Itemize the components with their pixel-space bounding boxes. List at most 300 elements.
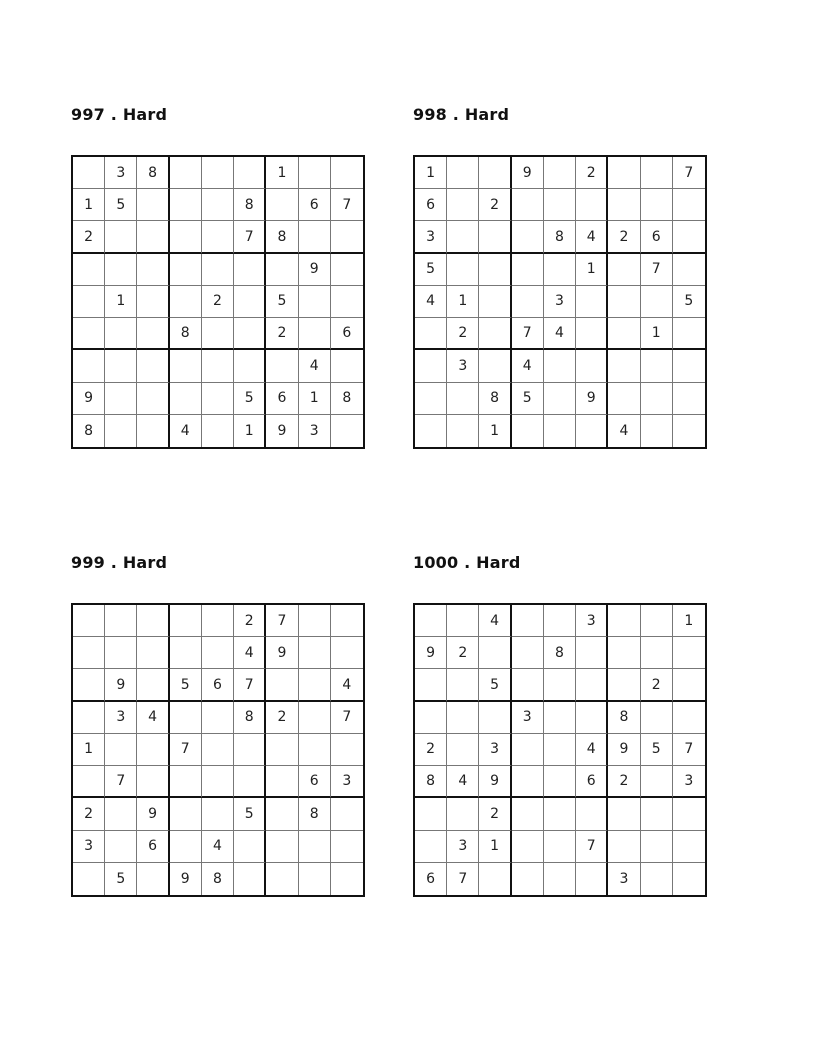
sudoku-cell: 2: [415, 734, 447, 766]
sudoku-cell: 6: [331, 318, 363, 350]
sudoku-cell: 4: [608, 415, 640, 447]
sudoku-cell: [576, 669, 608, 701]
sudoku-cell: [202, 254, 234, 286]
sudoku-cell: [137, 221, 169, 253]
sudoku-cell: 1: [415, 157, 447, 189]
sudoku-cell: [266, 254, 298, 286]
puzzle-title: 1000 . Hard: [413, 553, 521, 572]
sudoku-cell: [299, 221, 331, 253]
sudoku-cell: [415, 383, 447, 415]
sudoku-cell: [641, 286, 673, 318]
sudoku-cell: [137, 350, 169, 382]
sudoku-cell: 6: [137, 831, 169, 863]
sudoku-cell: [299, 734, 331, 766]
sudoku-cell: [608, 605, 640, 637]
sudoku-cell: 6: [266, 383, 298, 415]
sudoku-cell: [266, 863, 298, 895]
sudoku-cell: 1: [234, 415, 266, 447]
sudoku-cell: 4: [299, 350, 331, 382]
sudoku-cell: 8: [73, 415, 105, 447]
sudoku-cell: [331, 286, 363, 318]
sudoku-cell: 7: [234, 669, 266, 701]
sudoku-cell: [415, 702, 447, 734]
sudoku-cell: [202, 350, 234, 382]
sudoku-cell: 1: [447, 286, 479, 318]
sudoku-cell: [512, 189, 544, 221]
sudoku-cell: [170, 605, 202, 637]
sudoku-cell: [512, 766, 544, 798]
sudoku-cell: [608, 350, 640, 382]
sudoku-cell: [299, 318, 331, 350]
sudoku-cell: 5: [479, 669, 511, 701]
sudoku-cell: [137, 318, 169, 350]
sudoku-cell: 1: [105, 286, 137, 318]
sudoku-cell: 3: [299, 415, 331, 447]
sudoku-cell: [544, 350, 576, 382]
sudoku-cell: 4: [576, 221, 608, 253]
sudoku-cell: [447, 189, 479, 221]
sudoku-cell: [544, 157, 576, 189]
sudoku-cell: 4: [415, 286, 447, 318]
sudoku-cell: [73, 254, 105, 286]
sudoku-cell: [673, 189, 705, 221]
sudoku-cell: 6: [576, 766, 608, 798]
sudoku-cell: [415, 669, 447, 701]
sudoku-cell: [202, 415, 234, 447]
sudoku-cell: 9: [608, 734, 640, 766]
sudoku-cell: [608, 637, 640, 669]
sudoku-cell: 2: [202, 286, 234, 318]
sudoku-cell: 2: [73, 221, 105, 253]
sudoku-cell: [641, 863, 673, 895]
sudoku-cell: [544, 831, 576, 863]
sudoku-cell: 8: [170, 318, 202, 350]
sudoku-cell: [608, 157, 640, 189]
sudoku-cell: [608, 383, 640, 415]
sudoku-grid: [413, 603, 707, 897]
sudoku-cell: [641, 798, 673, 830]
sudoku-cell: [673, 415, 705, 447]
sudoku-cell: 2: [447, 318, 479, 350]
sudoku-cell: 7: [673, 734, 705, 766]
sudoku-cell: [202, 605, 234, 637]
sudoku-cell: [544, 383, 576, 415]
sudoku-cell: [73, 157, 105, 189]
sudoku-cell: [105, 798, 137, 830]
sudoku-cell: 5: [105, 189, 137, 221]
sudoku-cell: [512, 415, 544, 447]
sudoku-cell: 2: [479, 798, 511, 830]
sudoku-cell: 3: [512, 702, 544, 734]
sudoku-cell: 2: [608, 766, 640, 798]
sudoku-cell: 8: [266, 221, 298, 253]
sudoku-cell: 6: [299, 766, 331, 798]
sudoku-cell: [73, 637, 105, 669]
sudoku-cell: 5: [512, 383, 544, 415]
sudoku-cell: [105, 605, 137, 637]
sudoku-cell: 4: [447, 766, 479, 798]
sudoku-cell: [608, 831, 640, 863]
sudoku-cell: 9: [299, 254, 331, 286]
sudoku-cell: 8: [234, 702, 266, 734]
sudoku-cell: [234, 157, 266, 189]
sudoku-cell: [512, 863, 544, 895]
sudoku-cell: 4: [512, 350, 544, 382]
sudoku-cell: 9: [73, 383, 105, 415]
sudoku-cell: 8: [202, 863, 234, 895]
sudoku-cell: [641, 702, 673, 734]
sudoku-cell: [266, 798, 298, 830]
sudoku-cell: 9: [170, 863, 202, 895]
sudoku-cell: [234, 254, 266, 286]
sudoku-cell: 5: [170, 669, 202, 701]
sudoku-cell: [673, 254, 705, 286]
sudoku-cell: 9: [266, 415, 298, 447]
sudoku-cell: [479, 863, 511, 895]
sudoku-cell: [299, 831, 331, 863]
sudoku-cell: [512, 254, 544, 286]
sudoku-cell: [73, 286, 105, 318]
sudoku-cell: [202, 734, 234, 766]
sudoku-cell: 8: [234, 189, 266, 221]
sudoku-cell: [447, 383, 479, 415]
puzzle-title: 998 . Hard: [413, 105, 510, 124]
sudoku-cell: [479, 318, 511, 350]
sudoku-cell: [299, 669, 331, 701]
sudoku-cell: [170, 254, 202, 286]
sudoku-cell: 7: [234, 221, 266, 253]
sudoku-cell: 6: [202, 669, 234, 701]
sudoku-cell: [137, 605, 169, 637]
sudoku-cell: [170, 383, 202, 415]
sudoku-cell: 1: [299, 383, 331, 415]
sudoku-cell: [673, 798, 705, 830]
sudoku-cell: [479, 221, 511, 253]
sudoku-cell: [608, 189, 640, 221]
sudoku-cell: [576, 702, 608, 734]
sudoku-cell: [105, 221, 137, 253]
sudoku-cell: [576, 637, 608, 669]
sudoku-cell: 2: [234, 605, 266, 637]
sudoku-cell: [479, 157, 511, 189]
sudoku-cell: [673, 863, 705, 895]
sudoku-cell: [202, 221, 234, 253]
sudoku-cell: [137, 383, 169, 415]
sudoku-cell: 2: [641, 669, 673, 701]
sudoku-cell: [266, 734, 298, 766]
sudoku-grid: [413, 155, 707, 449]
sudoku-cell: [137, 669, 169, 701]
sudoku-cell: [266, 189, 298, 221]
sudoku-cell: [170, 798, 202, 830]
sudoku-cell: 9: [137, 798, 169, 830]
sudoku-cell: 3: [576, 605, 608, 637]
sudoku-cell: 5: [234, 798, 266, 830]
sudoku-cell: [641, 766, 673, 798]
sudoku-cell: 2: [266, 702, 298, 734]
sudoku-cell: [170, 189, 202, 221]
sudoku-cell: [512, 734, 544, 766]
sudoku-cell: [137, 254, 169, 286]
sudoku-cell: [234, 863, 266, 895]
sudoku-cell: [105, 383, 137, 415]
sudoku-cell: [234, 766, 266, 798]
sudoku-cell: [299, 863, 331, 895]
sudoku-cell: [641, 415, 673, 447]
sudoku-cell: 9: [479, 766, 511, 798]
sudoku-cell: [608, 286, 640, 318]
sudoku-cell: 4: [234, 637, 266, 669]
sudoku-cell: 3: [673, 766, 705, 798]
sudoku-grid: [71, 155, 365, 449]
sudoku-cell: [544, 734, 576, 766]
sudoku-cell: [234, 350, 266, 382]
sudoku-cell: [137, 286, 169, 318]
sudoku-cell: [202, 798, 234, 830]
sudoku-cell: [576, 189, 608, 221]
sudoku-cell: [608, 318, 640, 350]
sudoku-cell: [202, 318, 234, 350]
sudoku-cell: 8: [544, 637, 576, 669]
sudoku-cell: [73, 318, 105, 350]
sudoku-cell: [479, 350, 511, 382]
sudoku-cell: [415, 318, 447, 350]
sudoku-cell: [673, 669, 705, 701]
sudoku-cell: [137, 734, 169, 766]
sudoku-cell: 3: [73, 831, 105, 863]
sudoku-cell: 8: [608, 702, 640, 734]
sudoku-cell: [234, 318, 266, 350]
sudoku-cell: [170, 637, 202, 669]
sudoku-cell: [137, 415, 169, 447]
sudoku-cell: 8: [479, 383, 511, 415]
sudoku-cell: 4: [170, 415, 202, 447]
sudoku-cell: [641, 383, 673, 415]
sudoku-cell: 7: [512, 318, 544, 350]
sudoku-cell: [137, 863, 169, 895]
sudoku-cell: [608, 669, 640, 701]
sudoku-cell: 5: [415, 254, 447, 286]
sudoku-cell: [202, 766, 234, 798]
sudoku-cell: [544, 766, 576, 798]
sudoku-cell: [544, 415, 576, 447]
sudoku-cell: 3: [608, 863, 640, 895]
sudoku-cell: [170, 702, 202, 734]
sudoku-cell: [266, 350, 298, 382]
sudoku-cell: 1: [73, 734, 105, 766]
sudoku-cell: 6: [641, 221, 673, 253]
sudoku-cell: [576, 350, 608, 382]
sudoku-cell: [415, 831, 447, 863]
sudoku-cell: [170, 350, 202, 382]
sudoku-cell: [673, 702, 705, 734]
sudoku-cell: [331, 831, 363, 863]
sudoku-cell: 3: [544, 286, 576, 318]
sudoku-cell: 4: [576, 734, 608, 766]
sudoku-cell: [512, 286, 544, 318]
sudoku-cell: 7: [331, 702, 363, 734]
sudoku-cell: [673, 350, 705, 382]
sudoku-cell: [170, 831, 202, 863]
sudoku-cell: [576, 286, 608, 318]
sudoku-cell: [576, 415, 608, 447]
sudoku-cell: 6: [415, 863, 447, 895]
sudoku-cell: [641, 605, 673, 637]
sudoku-cell: [512, 637, 544, 669]
sudoku-cell: 1: [479, 831, 511, 863]
sudoku-cell: 4: [544, 318, 576, 350]
sudoku-cell: 3: [479, 734, 511, 766]
sudoku-cell: 7: [673, 157, 705, 189]
sudoku-cell: [479, 637, 511, 669]
sudoku-cell: 2: [266, 318, 298, 350]
sudoku-cell: [673, 831, 705, 863]
sudoku-grid: [71, 603, 365, 897]
sudoku-cell: 7: [576, 831, 608, 863]
sudoku-cell: 5: [234, 383, 266, 415]
sudoku-cell: [415, 605, 447, 637]
sudoku-cell: [331, 350, 363, 382]
sudoku-cell: 2: [479, 189, 511, 221]
sudoku-cell: 1: [266, 157, 298, 189]
sudoku-cell: 1: [576, 254, 608, 286]
sudoku-cell: [544, 798, 576, 830]
sudoku-cell: 9: [266, 637, 298, 669]
sudoku-cell: 3: [415, 221, 447, 253]
sudoku-cell: 4: [137, 702, 169, 734]
sudoku-cell: [447, 221, 479, 253]
sudoku-cell: [544, 605, 576, 637]
sudoku-cell: [447, 605, 479, 637]
sudoku-cell: [299, 702, 331, 734]
sudoku-cell: [641, 157, 673, 189]
sudoku-cell: 8: [415, 766, 447, 798]
sudoku-cell: [479, 286, 511, 318]
sudoku-cell: 7: [105, 766, 137, 798]
sudoku-cell: [299, 286, 331, 318]
sudoku-cell: [512, 605, 544, 637]
sudoku-cell: [73, 863, 105, 895]
sudoku-cell: [415, 798, 447, 830]
sudoku-cell: [479, 702, 511, 734]
sudoku-cell: [137, 637, 169, 669]
sudoku-cell: [447, 702, 479, 734]
sudoku-cell: [266, 669, 298, 701]
sudoku-cell: [202, 157, 234, 189]
sudoku-cell: 4: [202, 831, 234, 863]
sudoku-cell: 6: [299, 189, 331, 221]
sudoku-cell: [512, 798, 544, 830]
sudoku-cell: [331, 605, 363, 637]
sudoku-cell: [105, 734, 137, 766]
sudoku-cell: [331, 863, 363, 895]
sudoku-cell: 3: [105, 702, 137, 734]
sudoku-cell: [266, 831, 298, 863]
sudoku-cell: [234, 734, 266, 766]
sudoku-cell: [479, 254, 511, 286]
sudoku-cell: 4: [331, 669, 363, 701]
sudoku-cell: 2: [73, 798, 105, 830]
sudoku-cell: [105, 415, 137, 447]
sudoku-cell: [73, 350, 105, 382]
sudoku-cell: [673, 221, 705, 253]
sudoku-cell: 5: [673, 286, 705, 318]
sudoku-cell: [512, 669, 544, 701]
sudoku-cell: [673, 383, 705, 415]
sudoku-cell: [544, 702, 576, 734]
sudoku-cell: [170, 221, 202, 253]
sudoku-cell: 3: [447, 831, 479, 863]
sudoku-cell: [447, 415, 479, 447]
sudoku-cell: [105, 637, 137, 669]
sudoku-cell: [105, 831, 137, 863]
sudoku-cell: [415, 415, 447, 447]
sudoku-cell: [202, 702, 234, 734]
sudoku-cell: 2: [447, 637, 479, 669]
sudoku-cell: 6: [415, 189, 447, 221]
sudoku-cell: [447, 734, 479, 766]
sudoku-cell: 3: [447, 350, 479, 382]
sudoku-cell: 1: [479, 415, 511, 447]
sudoku-cell: 9: [105, 669, 137, 701]
sudoku-cell: 4: [479, 605, 511, 637]
sudoku-cell: [266, 766, 298, 798]
sudoku-cell: [202, 383, 234, 415]
sudoku-cell: [576, 318, 608, 350]
sudoku-cell: [673, 637, 705, 669]
sudoku-cell: 7: [641, 254, 673, 286]
sudoku-cell: [512, 221, 544, 253]
sudoku-cell: [73, 702, 105, 734]
sudoku-cell: 5: [105, 863, 137, 895]
sudoku-cell: 9: [512, 157, 544, 189]
sudoku-cell: [576, 798, 608, 830]
sudoku-cell: [105, 254, 137, 286]
sudoku-cell: 3: [105, 157, 137, 189]
sudoku-cell: [170, 286, 202, 318]
sudoku-cell: 3: [331, 766, 363, 798]
sudoku-cell: [73, 766, 105, 798]
sudoku-cell: [544, 254, 576, 286]
sudoku-cell: [137, 189, 169, 221]
sudoku-cell: 9: [415, 637, 447, 669]
sudoku-cell: 7: [331, 189, 363, 221]
sudoku-cell: [447, 254, 479, 286]
sudoku-cell: [137, 766, 169, 798]
sudoku-cell: [299, 605, 331, 637]
sudoku-cell: [202, 637, 234, 669]
sudoku-cell: [105, 318, 137, 350]
sudoku-cell: [299, 637, 331, 669]
sudoku-cell: [447, 798, 479, 830]
sudoku-cell: 2: [608, 221, 640, 253]
sudoku-cell: [608, 254, 640, 286]
sudoku-cell: 8: [299, 798, 331, 830]
sudoku-cell: [202, 189, 234, 221]
sudoku-cell: [331, 637, 363, 669]
sudoku-cell: 1: [641, 318, 673, 350]
sudoku-cell: [544, 863, 576, 895]
sudoku-cell: [170, 157, 202, 189]
sudoku-cell: [673, 318, 705, 350]
sudoku-cell: [641, 189, 673, 221]
sudoku-cell: [447, 669, 479, 701]
sudoku-cell: 7: [170, 734, 202, 766]
sudoku-cell: [331, 254, 363, 286]
sudoku-cell: [576, 863, 608, 895]
puzzle-title: 997 . Hard: [71, 105, 168, 124]
sudoku-cell: [73, 605, 105, 637]
